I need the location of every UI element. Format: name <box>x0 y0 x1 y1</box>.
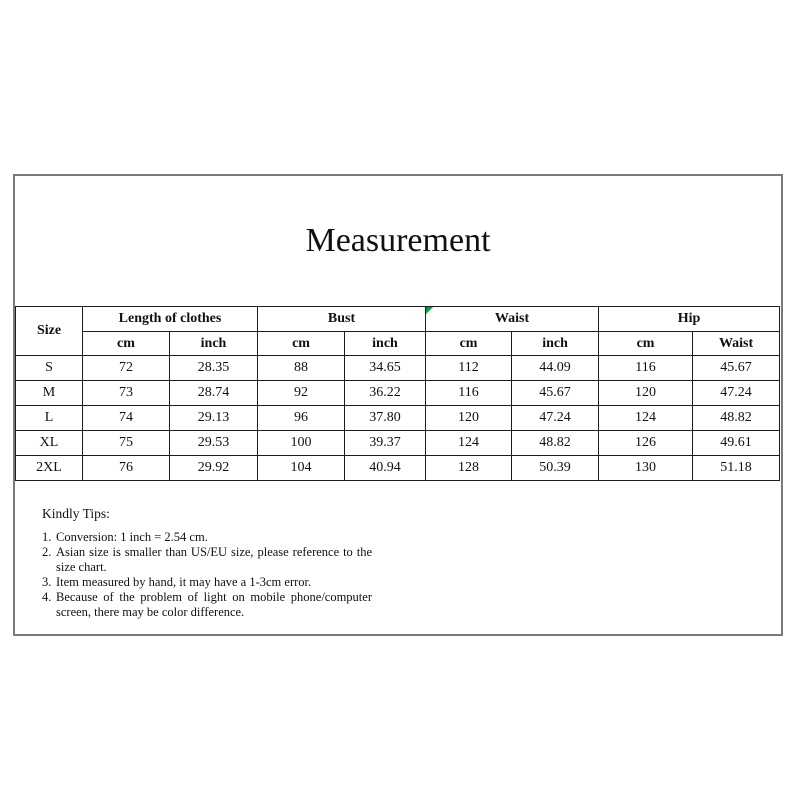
cell: 92 <box>258 381 345 406</box>
cell: 51.18 <box>693 456 780 481</box>
cell: 48.82 <box>693 406 780 431</box>
cell: 124 <box>599 406 693 431</box>
size-label: M <box>16 381 83 406</box>
unit-length-cm: cm <box>83 332 170 356</box>
cell: 44.09 <box>512 356 599 381</box>
tip-number: 4. <box>42 590 52 604</box>
cell: 50.39 <box>512 456 599 481</box>
unit-waist-inch: inch <box>512 332 599 356</box>
cell: 104 <box>258 456 345 481</box>
cell: 47.24 <box>693 381 780 406</box>
cell: 130 <box>599 456 693 481</box>
header-unit-row <box>16 332 780 356</box>
unit-bust-inch: inch <box>345 332 426 356</box>
tip-item-3 <box>42 575 372 590</box>
col-group-length-of-clothes: Length of clothes <box>83 307 258 332</box>
cell: 116 <box>426 381 512 406</box>
tip-number: 1. <box>42 530 52 544</box>
cell: 45.67 <box>693 356 780 381</box>
cell: 39.37 <box>345 431 426 456</box>
cell: 28.35 <box>170 356 258 381</box>
cell: 96 <box>258 406 345 431</box>
cell: 36.22 <box>345 381 426 406</box>
size-label: 2XL <box>16 456 83 481</box>
col-group-waist <box>426 307 599 332</box>
cell: 116 <box>599 356 693 381</box>
col-group-bust: Bust <box>258 307 426 332</box>
cell: 128 <box>426 456 512 481</box>
table-row-s <box>16 356 780 381</box>
size-label: XL <box>16 431 83 456</box>
cell: 40.94 <box>345 456 426 481</box>
cell: 75 <box>83 431 170 456</box>
tip-text: Item measured by hand, it may have a 1-3cm error. <box>56 575 312 589</box>
cell: 47.24 <box>512 406 599 431</box>
measurement-sheet <box>13 174 783 636</box>
size-label: S <box>16 356 83 381</box>
unit-waist-cm: cm <box>426 332 512 356</box>
cell: 112 <box>426 356 512 381</box>
col-group-hip: Hip <box>599 307 780 332</box>
cell: 74 <box>83 406 170 431</box>
cell: 34.65 <box>345 356 426 381</box>
cell: 28.74 <box>170 381 258 406</box>
tips-list <box>42 530 372 620</box>
col-header-size: Size <box>16 307 83 356</box>
unit-hip-cm: cm <box>599 332 693 356</box>
tips-heading: Kindly Tips: <box>42 506 110 521</box>
size-chart-table <box>15 306 780 481</box>
cell: 49.61 <box>693 431 780 456</box>
kindly-tips-section <box>42 506 372 620</box>
cell: 29.13 <box>170 406 258 431</box>
unit-hip-waist: Waist <box>693 332 780 356</box>
size-label: L <box>16 406 83 431</box>
cell: 76 <box>83 456 170 481</box>
cell: 120 <box>426 406 512 431</box>
tip-text: Asian size is smaller than US/EU size, please reference to the size chart. <box>56 545 372 574</box>
header-group-row <box>16 307 780 332</box>
cell: 100 <box>258 431 345 456</box>
cell: 120 <box>599 381 693 406</box>
cell: 126 <box>599 431 693 456</box>
tip-item-1 <box>42 530 372 545</box>
table-row-l <box>16 406 780 431</box>
tip-text: Because of the problem of light on mobile phone/computer screen, there may be color difference. <box>56 590 372 619</box>
cell: 45.67 <box>512 381 599 406</box>
cell: 48.82 <box>512 431 599 456</box>
table-row-2xl <box>16 456 780 481</box>
table-row-xl <box>16 431 780 456</box>
tip-number: 3. <box>42 575 52 589</box>
cell: 72 <box>83 356 170 381</box>
tip-number: 2. <box>42 545 52 559</box>
cell: 124 <box>426 431 512 456</box>
cell: 73 <box>83 381 170 406</box>
unit-length-inch: inch <box>170 332 258 356</box>
table-row-m <box>16 381 780 406</box>
tip-item-4 <box>42 590 372 620</box>
tip-text: Conversion: 1 inch = 2.54 cm. <box>56 530 208 544</box>
col-group-waist-label: Waist <box>494 311 530 326</box>
cell: 29.53 <box>170 431 258 456</box>
page-title: Measurement <box>305 222 491 259</box>
unit-bust-cm: cm <box>258 332 345 356</box>
cell-comment-marker-icon <box>426 307 433 314</box>
cell: 37.80 <box>345 406 426 431</box>
cell: 29.92 <box>170 456 258 481</box>
tip-item-2 <box>42 545 372 575</box>
cell: 88 <box>258 356 345 381</box>
